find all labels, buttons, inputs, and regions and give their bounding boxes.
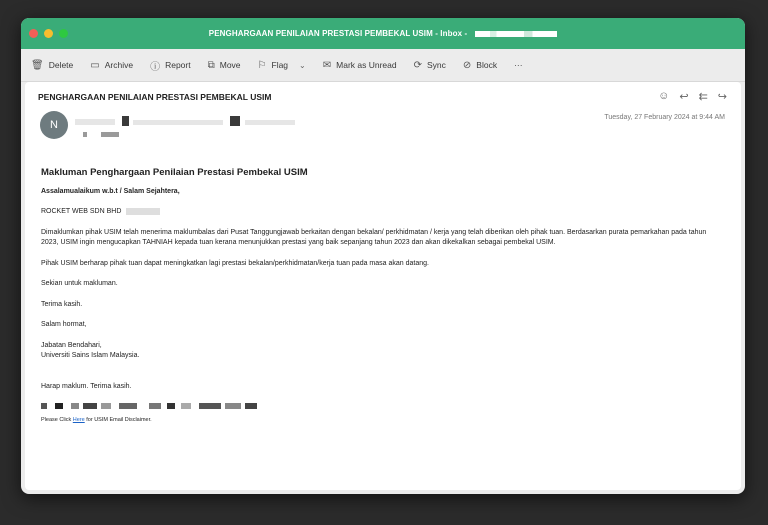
avatar: N: [40, 111, 68, 139]
message-actions: [658, 90, 727, 103]
flag-icon: ⚐: [257, 59, 267, 71]
mail-window: [21, 18, 745, 494]
company-name: ROCKET WEB SDN BHD: [41, 207, 721, 218]
mark-as-unread-button[interactable]: ✉ Mark as Unread: [322, 59, 397, 71]
report-button[interactable]: ⓘ Report: [150, 58, 191, 73]
redacted-account: [475, 31, 557, 37]
message-body: [41, 168, 721, 426]
message-subject: PENGHARGAAN PENILAIAN PRESTASI PEMBEKAL USIM: [38, 92, 272, 102]
message-pane: [25, 82, 741, 490]
close-window-button[interactable]: [29, 29, 38, 38]
toolbar: [21, 49, 745, 82]
closing-line-2: Terima kasih.: [41, 300, 83, 308]
reply-icon[interactable]: ↩: [679, 91, 689, 103]
redacted-sender: [230, 116, 240, 126]
block-button[interactable]: ⊘ Block: [462, 59, 498, 71]
trash-icon: 🗑: [31, 59, 44, 71]
redacted-footer: [41, 403, 721, 410]
closing-line-1: Sekian untuk makluman.: [41, 280, 118, 287]
redacted-sender: [245, 120, 295, 125]
signature-dept: Jabatan Bendahari,: [41, 341, 102, 349]
greeting: Assalamualaikum w.b.t / Salam Sejahtera,: [41, 187, 180, 195]
window-controls: [29, 29, 68, 38]
forward-icon[interactable]: ↪: [717, 91, 727, 103]
minimize-window-button[interactable]: [44, 29, 53, 38]
final-closing: Harap maklum. Terima kasih.: [41, 382, 132, 390]
delete-button[interactable]: 🗑 Delete: [31, 59, 74, 71]
redacted-sender: [122, 116, 129, 126]
closing-line-3: Salam hormat,: [41, 321, 87, 328]
redacted-company: [126, 208, 160, 215]
archive-button[interactable]: ▭ Archive: [90, 59, 134, 71]
redacted-recipient: [101, 132, 119, 137]
paragraph-2: Pihak USIM berharap pihak tuan dapat meningkatkan lagi prestasi bekalan/perkhidmatan/kerja tuan pada masa akan datang.: [41, 259, 429, 267]
window-title: PENGHARGAAN PENILAIAN PRESTASI PEMBEKAL USIM - Inbox -: [208, 29, 468, 38]
redacted-sender: [75, 119, 115, 125]
move-icon: ⧉: [207, 59, 215, 71]
sync-icon: ⟳: [413, 59, 422, 71]
more-button[interactable]: [514, 60, 523, 70]
disclaimer-link[interactable]: Here: [72, 417, 85, 423]
move-button[interactable]: ⧉ Move: [207, 59, 241, 71]
reply-all-icon[interactable]: ⇇: [698, 91, 708, 103]
envelope-icon: ✉: [322, 59, 332, 71]
block-icon: ⊘: [462, 59, 472, 71]
chevron-down-icon[interactable]: ⌄: [299, 60, 306, 70]
signature-org: Universiti Sains Islam Malaysia.: [41, 352, 140, 359]
body-heading: Makluman Penghargaan Penilaian Prestasi Pembekal USIM: [41, 167, 308, 178]
redacted-sender: [133, 120, 223, 125]
zoom-window-button[interactable]: [59, 29, 68, 38]
message-date: Tuesday, 27 February 2024 at 9:44 AM: [604, 114, 725, 121]
title-bar: [21, 18, 745, 49]
archive-icon: ▭: [90, 59, 100, 71]
redacted-recipient: [83, 132, 87, 137]
report-icon: ⓘ: [150, 61, 161, 73]
disclaimer: Please Click Here for USIM Email Disclaimer.: [41, 417, 152, 423]
more-icon: ···: [514, 60, 523, 70]
sync-button[interactable]: ⟳ Sync: [413, 59, 446, 71]
emoji-icon[interactable]: ☺: [658, 90, 670, 102]
paragraph-1: Dimaklumkan pihak USIM telah menerima maklumbalas dari Pusat Tanggungjawab berkaitan dengan bekalan/ perkhidmatan / kerja yang telah diberikan oleh pihak tuan. Berdasarkan purata pemarkahan pada tahun 2023, USIM ingin mengucapkan TAHNIAH kepada tuan kerana menunjukkan prestasi yang baik sepanjang tahun 2023 dan akan dikekalkan sebagai pembekal USIM.: [41, 228, 707, 246]
flag-button[interactable]: ⚐ Flag ⌄: [257, 59, 306, 71]
